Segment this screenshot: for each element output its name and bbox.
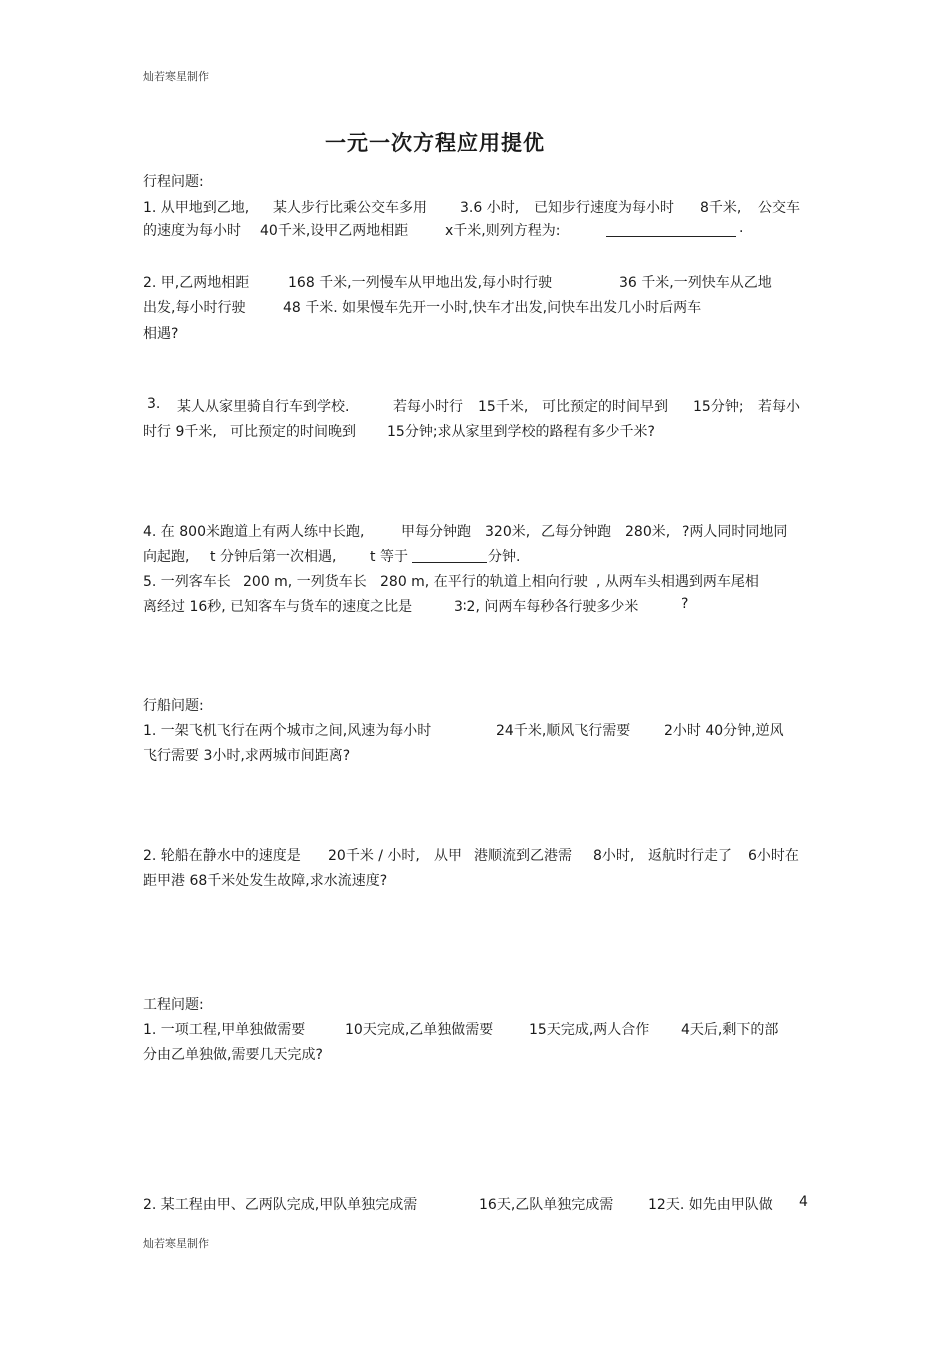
travel-q2-line1-b: 168 千米,一列慢车从甲地出发,每小时行驶 [288, 275, 553, 291]
travel-q1-line2-a: 的速度为每小时 [143, 223, 241, 239]
work-q1-line1-b: 10天完成,乙单独做需要 [345, 1022, 494, 1038]
travel-q5-line2-a: 离经过 16秒, 已知客车与货车的速度之比是 [143, 599, 413, 615]
travel-q1-line1-c: 3.6 小时, [460, 200, 520, 216]
travel-q1-line1-f: 公交车 [758, 200, 800, 216]
work-q2-line1-b: 16天,乙队单独完成需 [479, 1197, 614, 1213]
travel-q1-line1-b: 某人步行比乘公交车多用 [273, 200, 427, 216]
page-header: 灿若寒星制作 [143, 70, 209, 83]
travel-q2-line1-a: 2. 甲,乙两地相距 [143, 275, 250, 291]
travel-q5-line2-c: ? [681, 596, 689, 612]
travel-q4-line1-f: ?两人同时同地同 [682, 524, 788, 540]
travel-q3-line2-c: 15分钟;求从家里到学校的路程有多少千米? [387, 424, 655, 440]
travel-q3-line2-b: 可比预定的时间晚到 [230, 424, 356, 440]
travel-q3-line1-a: 3. [147, 396, 161, 412]
work-q1-line1-d: 4天后,剩下的部 [681, 1022, 779, 1038]
boat-q1-line1-b: 24千米,顺风飞行需要 [496, 723, 631, 739]
travel-q5-line1-a: 5. 一列客车长 [143, 574, 231, 590]
travel-q4-line1-a: 4. 在 800米跑道上有两人练中长跑, [143, 524, 365, 540]
section-heading-work: 工程问题: [143, 997, 204, 1013]
travel-q4-line1-c: 320米, [485, 524, 531, 540]
travel-q3-line1-e: 可比预定的时间早到 [542, 399, 668, 415]
travel-q5-line1-d: , 从两车头相遇到两车尾相 [596, 574, 759, 590]
boat-q2-line1-c: 从甲 [434, 848, 462, 864]
travel-q2-line2-a: 出发,每小时行驶 [143, 300, 246, 316]
travel-q3-line1-d: 15千米, [478, 399, 529, 415]
travel-q3-line2-a: 时行 9千米, [143, 424, 217, 440]
travel-q2-line3: 相遇? [143, 326, 179, 342]
page-footer: 灿若寒星制作 [143, 1237, 209, 1250]
work-q1-line2: 分由乙单独做,需要几天完成? [143, 1047, 323, 1063]
work-q1-line1-c: 15天完成,两人合作 [529, 1022, 650, 1038]
travel-q4-line2-b: t 分钟后第一次相遇, [210, 549, 337, 565]
boat-q2-line1-g: 6小时在 [748, 848, 799, 864]
boat-q1-line2: 飞行需要 3小时,求两城市间距离? [143, 748, 351, 764]
boat-q1-line1-c: 2小时 40分钟,逆风 [664, 723, 784, 739]
travel-q4-line2-d: 分钟. [488, 549, 521, 565]
boat-q2-line2: 距甲港 68千米处发生故障,求水流速度? [143, 873, 388, 889]
travel-q1-line1-a: 1. 从甲地到乙地, [143, 200, 250, 216]
boat-q1-line1-a: 1. 一架飞机飞行在两个城市之间,风速为每小时 [143, 723, 432, 739]
travel-q1-line2-d: . [739, 220, 744, 236]
travel-q5-line2-b: 3∶2, 问两车每秒各行驶多少米 [454, 599, 639, 615]
travel-q2-line2-b: 48 千米. 如果慢车先开一小时,快车才出发,问快车出发几小时后两车 [283, 300, 702, 316]
boat-q2-line1-f: 返航时行走了 [648, 848, 732, 864]
page-title: 一元一次方程应用提优 [325, 131, 545, 155]
answer-blank [606, 222, 736, 237]
travel-q4-line1-b: 甲每分钟跑 [401, 524, 471, 540]
answer-blank-t [412, 548, 487, 563]
section-heading-travel: 行程问题: [143, 174, 204, 190]
work-q2-line1-a: 2. 某工程由甲、乙两队完成,甲队单独完成需 [143, 1197, 418, 1213]
travel-q1-line1-d: 已知步行速度为每小时 [534, 200, 674, 216]
travel-q1-line1-e: 8千米, [700, 200, 742, 216]
boat-q2-line1-e: 8小时, [593, 848, 635, 864]
travel-q1-line2-c: x千米,则列方程为: [445, 223, 561, 239]
travel-q4-line2-a: 向起跑, [143, 549, 190, 565]
travel-q2-line1-c: 36 千米,一列快车从乙地 [619, 275, 772, 291]
boat-q2-line1-d: 港顺流到乙港需 [474, 848, 572, 864]
boat-q2-line1-b: 20千米 / 小时, [328, 848, 420, 864]
travel-q5-line1-b: 200 m, 一列货车长 [243, 574, 367, 590]
boat-q2-line1-a: 2. 轮船在静水中的速度是 [143, 848, 301, 864]
work-q1-line1-a: 1. 一项工程,甲单独做需要 [143, 1022, 306, 1038]
travel-q1-line2-b: 40千米,设甲乙两地相距 [260, 223, 409, 239]
travel-q3-line1-f: 15分钟; [693, 399, 744, 415]
travel-q3-line1-b: 某人从家里骑自行车到学校. [177, 399, 350, 415]
travel-q3-line1-c: 若每小时行 [393, 399, 463, 415]
travel-q4-line2-c: t 等于 [370, 549, 408, 565]
travel-q4-line1-d: 乙每分钟跑 [541, 524, 611, 540]
travel-q5-line1-c: 280 m, 在平行的轨道上相向行驶 [380, 574, 588, 590]
section-heading-boat: 行船问题: [143, 698, 204, 714]
work-q2-line1-d: 4 [799, 1194, 808, 1210]
travel-q4-line1-e: 280米, [625, 524, 671, 540]
work-q2-line1-c: 12天. 如先由甲队做 [648, 1197, 773, 1213]
travel-q3-line1-g: 若每小 [758, 399, 800, 415]
